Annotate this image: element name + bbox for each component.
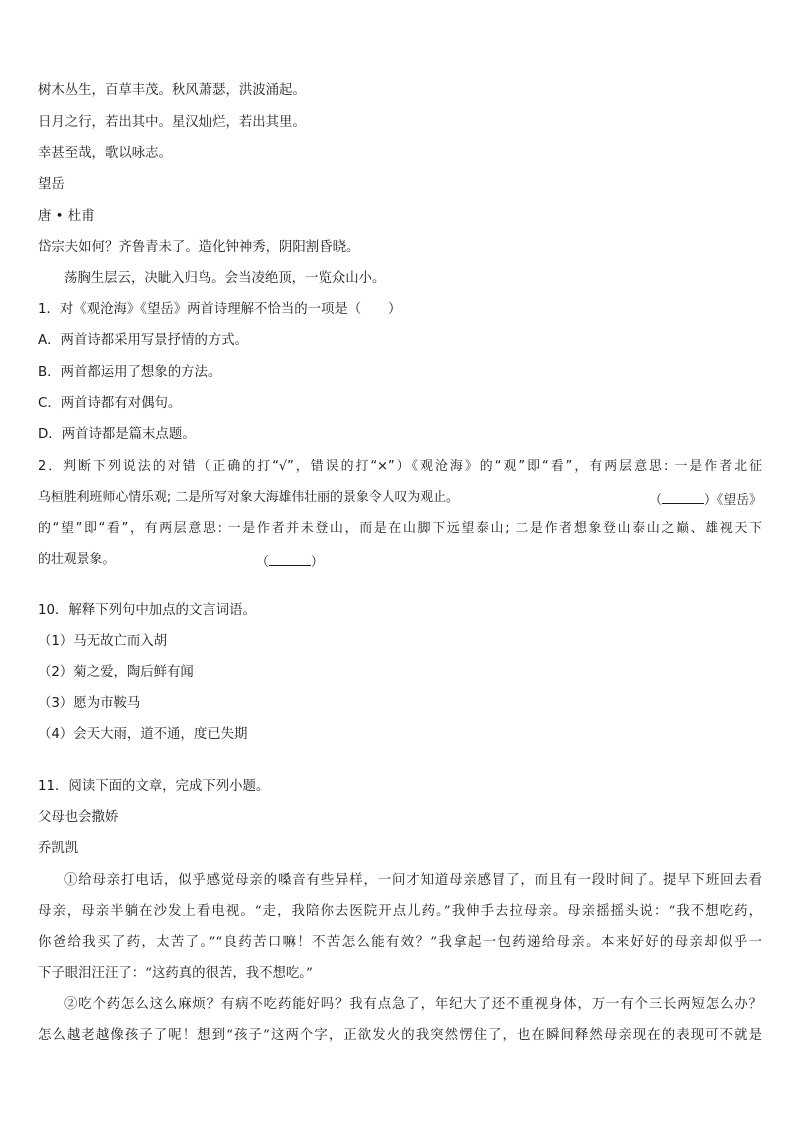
q2-blank-1[interactable]: [662, 489, 704, 504]
q10-item-4: （4）会天大雨，道不通，度已失期: [38, 727, 248, 742]
q2-line-2: [38, 489, 762, 507]
q10-item-2: （2）菊之爱，陶后鲜有闻: [38, 665, 194, 680]
q2-slot2-close: ）: [310, 555, 324, 570]
article-p2-line-1: ②吃个药怎么这么麻烦？有病不吃药能好吗？我有点急了，年纪大了还不重视身体，万一有个三长两短怎么办？: [64, 997, 762, 1012]
q2-answer-slot-2: [256, 551, 324, 572]
q1-option-d: D．两首诗都是篇末点题。: [38, 427, 196, 442]
poem-line-1: 树木丛生，百草丰茂。秋风萧瑟，洪波涌起。: [38, 83, 306, 98]
q2-line-4-text: 的壮观景象。: [38, 552, 116, 567]
q10-item-3: （3）愿为市鞍马: [38, 696, 141, 711]
q2-slot1-close: ）《望岳》: [703, 493, 762, 508]
q2-blank-2[interactable]: [269, 551, 311, 566]
poem2-line-1: 岱宗夫如何？齐鲁青未了。造化钟神秀，阴阳割昏晓。: [38, 240, 360, 255]
article-p1-line-1: ①给母亲打电话，似乎感觉母亲的嗓音有些异样，一问才知道母亲感冒了，而且有一段时间了。提早下班回去看: [64, 873, 762, 888]
q1-stem: 1．对《观沧海》《望岳》两首诗理解不恰当的一项是（ ）: [38, 302, 402, 317]
q1-option-b: B．两首都运用了想象的方法。: [38, 365, 222, 380]
poem2-title: 望岳: [38, 177, 65, 192]
article-author: 乔凯凯: [38, 841, 79, 856]
article-p1-line-2: 母亲，母亲半躺在沙发上看电视。“走，我陪你去医院开点儿药。”我伸手去拉母亲。母亲摇摇头说：“我不想吃药，: [38, 904, 762, 919]
article-title: 父母也会撒娇: [38, 810, 119, 825]
q2-line-1: 2．判断下列说法的对错（正确的打“√”，错误的打“×”）《观沧海》的“观”即“看”，有两层意思: 一是作者北征: [38, 459, 762, 474]
q2-slot2-open: （: [256, 555, 269, 570]
q1-option-a: A．两首诗都采用写景抒情的方式。: [38, 333, 249, 348]
q2-slot1-open: （: [649, 493, 662, 508]
q2-line-2-text: 乌桓胜利班师心情乐观; 二是所写对象大海雄伟壮丽的景象令人叹为观止。: [38, 490, 459, 505]
q2-line-3: 的“望”即“看”，有两层意思: 一是作者并未登山，而是在山脚下远望泰山; 二是作者想象登山泰山之巅、雄视天下: [38, 521, 762, 536]
poem2-line-2: 荡胸生层云，决眦入归鸟。会当凌绝顶，一览众山小。: [64, 271, 386, 286]
article-p1-line-4: 下子眼泪汪汪了：“这药真的很苦，我不想吃。”: [38, 966, 313, 981]
poem-line-3: 幸甚至哉，歌以咏志。: [38, 146, 172, 161]
q1-option-c: C．两首诗都有对偶句。: [38, 396, 182, 411]
poem-line-2: 日月之行，若出其中。星汉灿烂，若出其里。: [38, 115, 306, 130]
article-p2-line-2: 怎么越老越像孩子了呢！想到“孩子”这两个字，正欲发火的我突然愣住了，也在瞬间释然母亲现在的表现可不就是: [38, 1028, 762, 1043]
poem2-author: 唐 • 杜甫: [38, 209, 95, 224]
q2-line-4: [38, 551, 762, 569]
q10-stem: 10．解释下列句中加点的文言词语。: [38, 603, 256, 618]
q11-stem: 11．阅读下面的文章，完成下列小题。: [38, 779, 270, 794]
q2-answer-slot-1: [649, 489, 762, 510]
article-p1-line-3: 你爸给我买了药，太苦了。”“良药苦口嘛！不苦怎么能有效？”我拿起一包药递给母亲。本来好好的母亲却似乎一: [38, 935, 762, 950]
q10-item-1: （1）马无故亡而入胡: [38, 634, 168, 649]
